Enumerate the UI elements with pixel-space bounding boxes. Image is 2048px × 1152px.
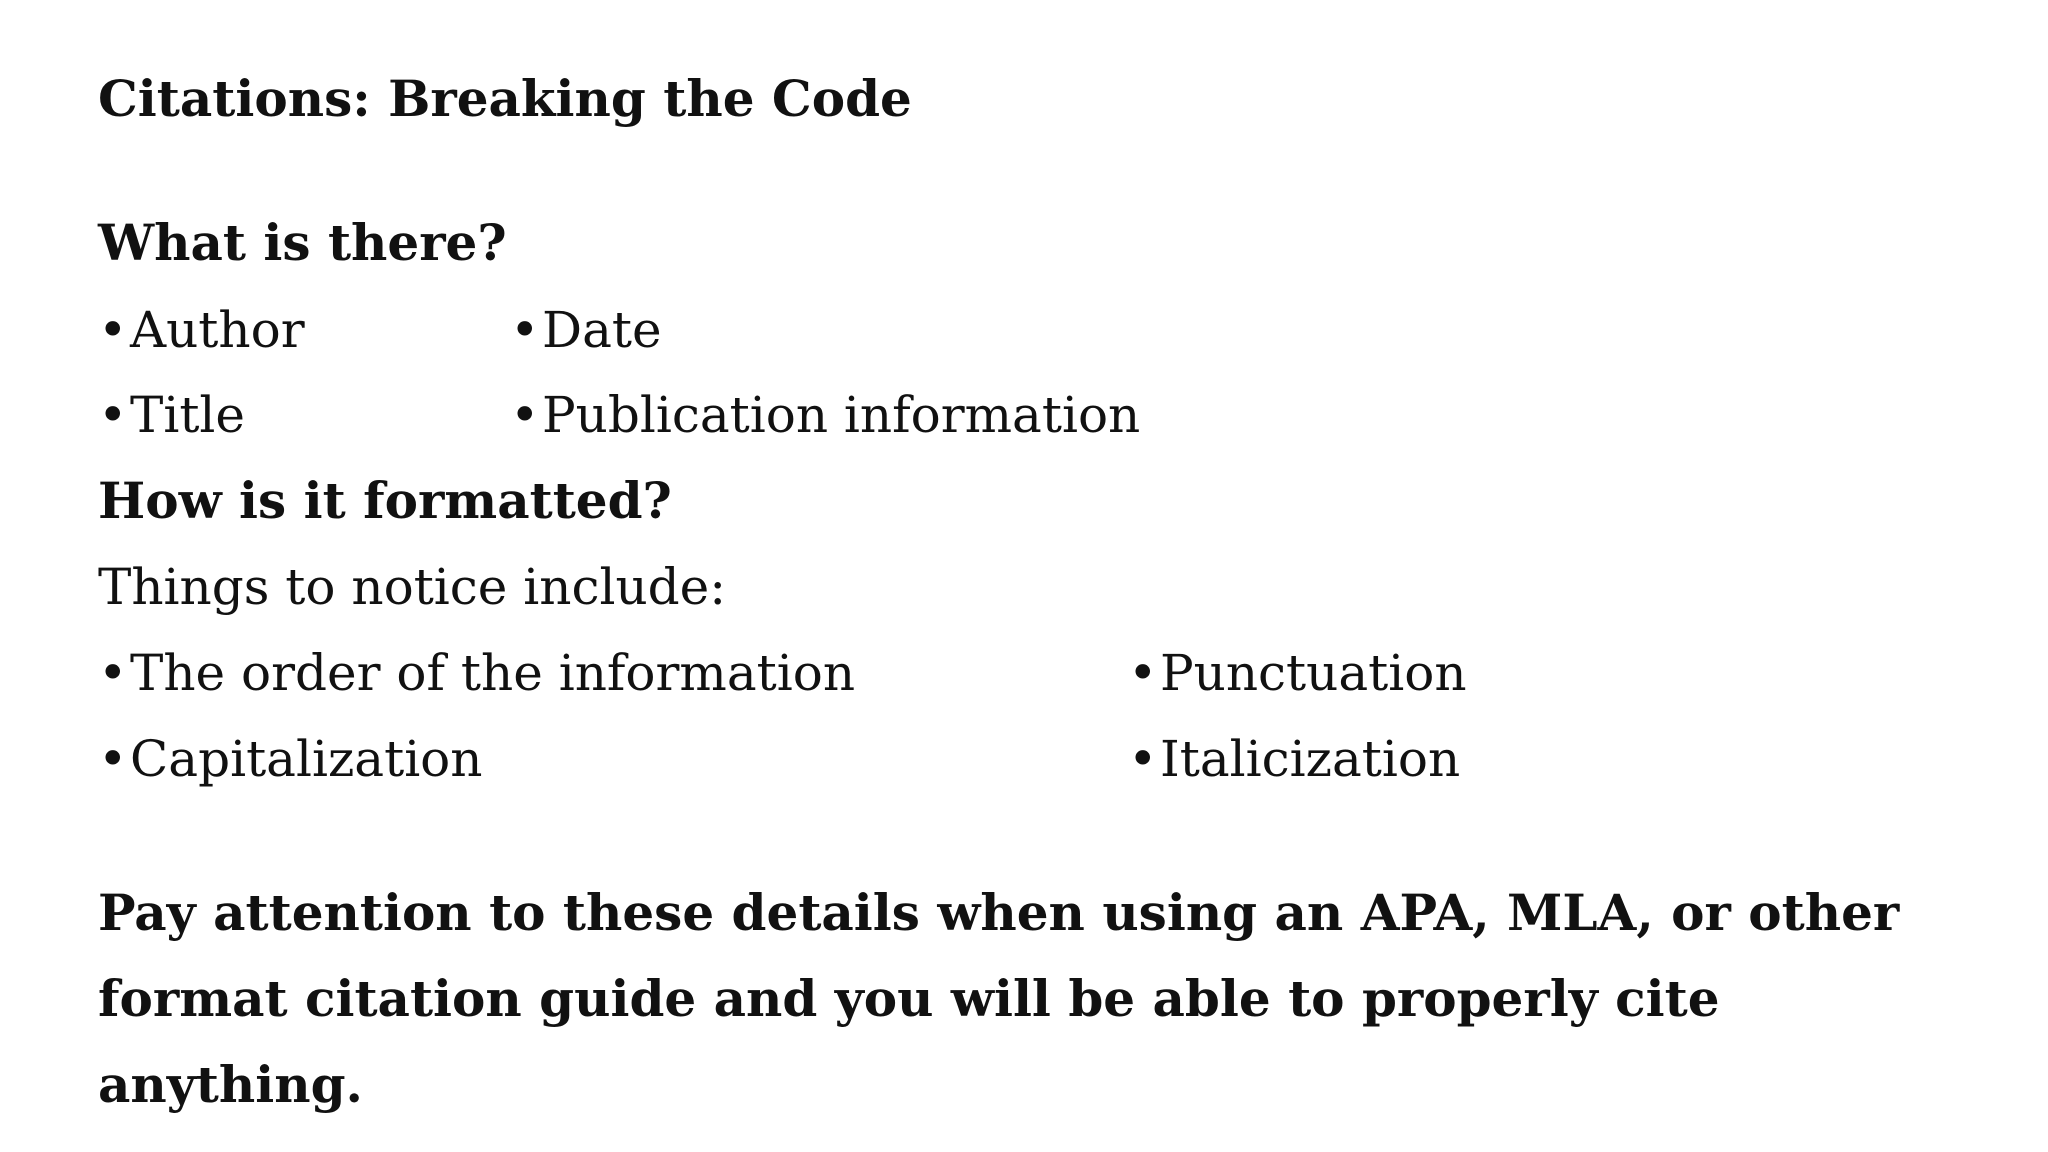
bullet-icon: • <box>510 386 540 444</box>
list-item-publication <box>510 386 1141 444</box>
bullet-icon: • <box>98 644 128 702</box>
list-item-title <box>98 386 246 444</box>
list-item-label: Italicization <box>1160 730 1461 788</box>
list-item-label: Capitalization <box>130 730 483 788</box>
bullet-icon: • <box>98 301 128 359</box>
bullet-icon: • <box>98 386 128 444</box>
closing-paragraph: Pay attention to these details when using an APA, MLA, or other format citation guide and you will be able to properly cite anything. <box>98 883 1900 1114</box>
section-heading-how: How is it formatted? <box>98 471 672 530</box>
list-item-punctuation <box>1128 644 1467 702</box>
list-item-capitalization <box>98 730 483 788</box>
list-item-label: Publication information <box>542 386 1141 444</box>
list-item-label: Date <box>542 301 662 359</box>
list-item-date <box>510 301 662 359</box>
page-title: Citations: Breaking the Code <box>98 69 912 128</box>
section-heading-what: What is there? <box>98 213 507 272</box>
bullet-icon: • <box>1128 644 1158 702</box>
list-item-italicization <box>1128 730 1461 788</box>
bullet-icon: • <box>98 730 128 788</box>
bullet-icon: • <box>1128 730 1158 788</box>
list-item-author <box>98 301 305 359</box>
list-item-order <box>98 644 856 702</box>
list-item-label: The order of the information <box>130 644 856 702</box>
list-item-label: Author <box>130 301 305 359</box>
section-intro: Things to notice include: <box>98 558 727 616</box>
list-item-label: Title <box>130 386 246 444</box>
bullet-icon: • <box>510 301 540 359</box>
list-item-label: Punctuation <box>1160 644 1467 702</box>
